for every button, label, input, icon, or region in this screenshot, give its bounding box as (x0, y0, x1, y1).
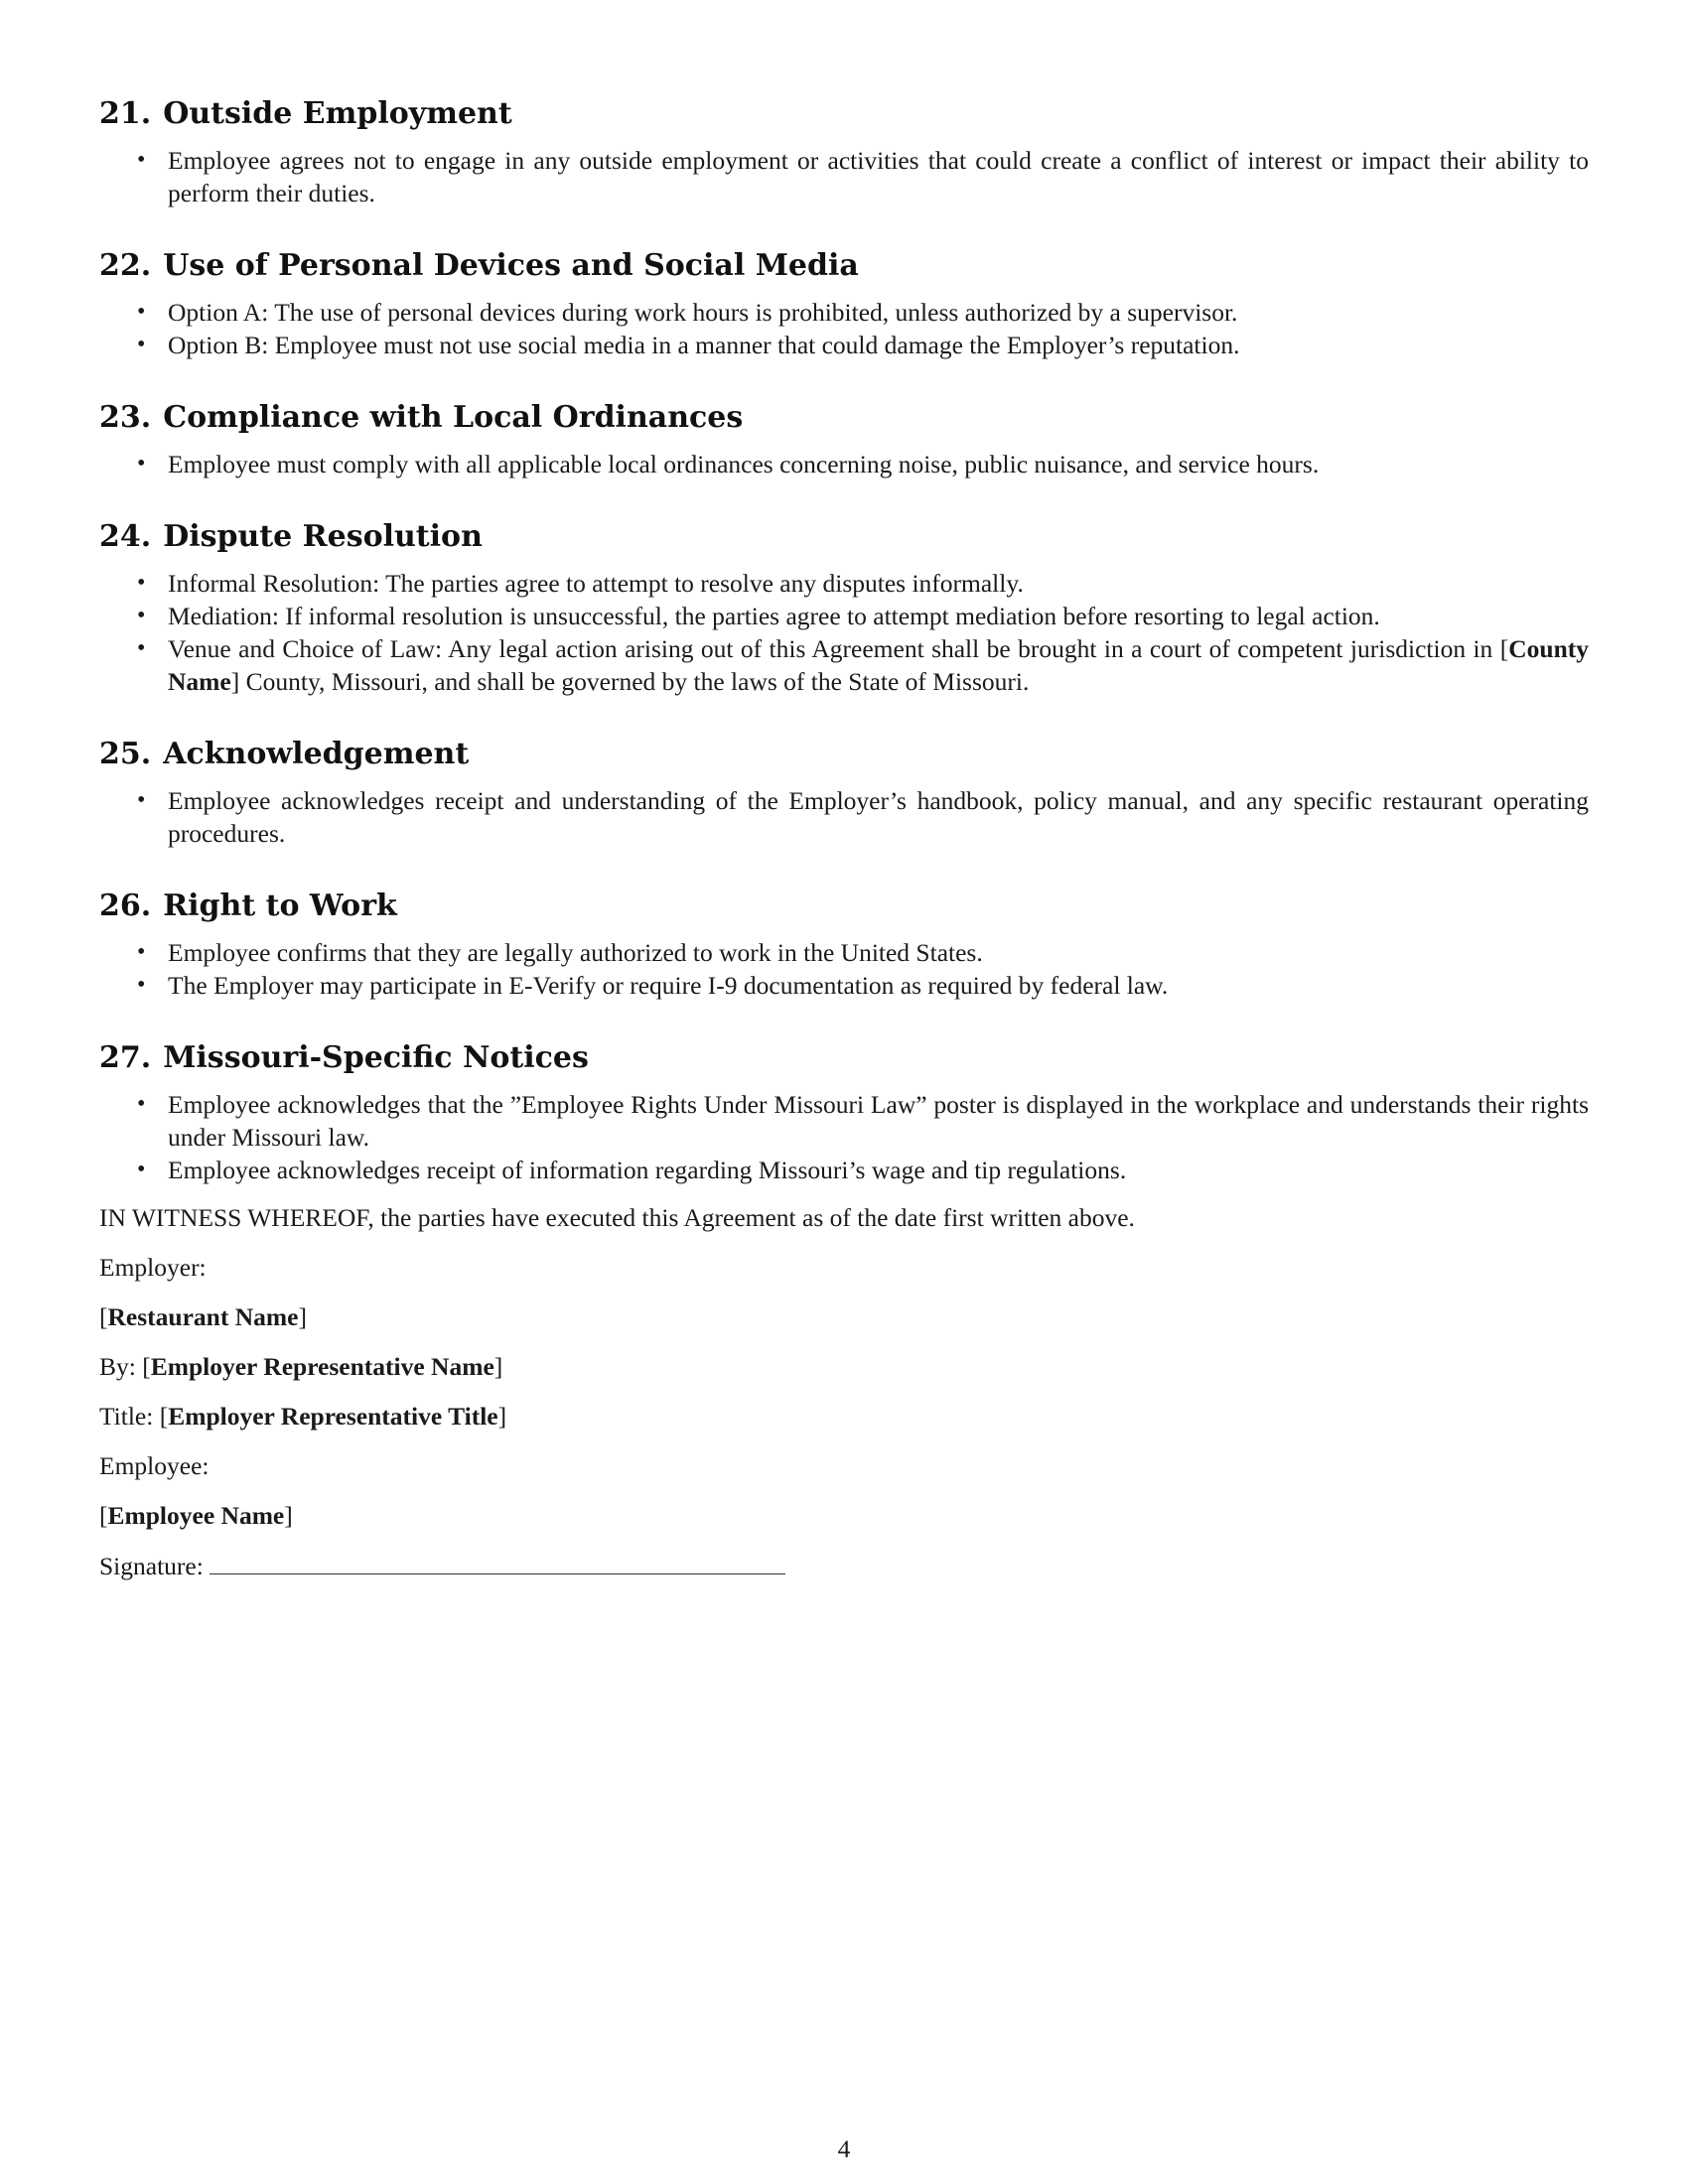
title-label: Title: (99, 1402, 154, 1431)
bullet-list (99, 936, 1589, 1002)
signature-row (99, 1549, 1589, 1582)
list-item: • Employee confirms that they are legally authorized to work in the United States. (99, 936, 1589, 969)
employer-title: Title: [Employer Representative Title] (99, 1402, 507, 1431)
section-number: 23. (99, 400, 152, 435)
list-item: • Employee must comply with all applicable local ordinances concerning noise, public nuisance, and service hours. (99, 448, 1589, 480)
section-title: Use of Personal Devices and Social Media (163, 248, 859, 283)
section-25 (99, 735, 1589, 850)
section-number: 24. (99, 519, 152, 554)
employer-name-value: Restaurant Name (107, 1302, 299, 1331)
witness-clause: IN WITNESS WHEREOF, the parties have executed this Agreement as of the date first written above. (99, 1203, 1135, 1232)
employer-representative: By: [Employer Representative Name] (99, 1352, 503, 1381)
section-27 (99, 1038, 1589, 1186)
section-number: 21. (99, 96, 152, 131)
employee-name: [Employee Name] (99, 1501, 293, 1530)
list-item: • Employee acknowledges receipt and understanding of the Employer’s handbook, policy manual, and any specific restaurant operating procedures. (99, 784, 1589, 850)
section-heading (99, 1038, 1589, 1078)
section-heading (99, 398, 1589, 438)
section-heading (99, 517, 1589, 557)
sections-container (99, 94, 1589, 1186)
list-item: • Informal Resolution: The parties agree to attempt to resolve any disputes informally. (99, 567, 1589, 600)
list-item: • Mediation: If informal resolution is unsuccessful, the parties agree to attempt mediation before resorting to legal action. (99, 600, 1589, 632)
section-number: 27. (99, 1040, 152, 1075)
list-item: • Option B: Employee must not use social media in a manner that could damage the Employer’s reputation. (99, 329, 1589, 361)
page-number: 4 (837, 2134, 851, 2163)
bullet-list (99, 784, 1589, 850)
section-number: 22. (99, 248, 152, 283)
section-number: 26. (99, 888, 152, 923)
bullet-list (99, 1088, 1589, 1186)
section-21 (99, 94, 1589, 209)
section-title: Compliance with Local Ordinances (163, 400, 744, 435)
list-item: • Employee acknowledges that the ”Employee Rights Under Missouri Law” poster is displayed in the workplace and understands their rights under Missouri law. (99, 1088, 1589, 1154)
list-item: • Employee acknowledges receipt of information regarding Missouri’s wage and tip regulations. (99, 1154, 1589, 1186)
bullet-list (99, 567, 1589, 698)
signature-line[interactable] (210, 1549, 785, 1574)
bullet-list (99, 144, 1589, 209)
section-title: Outside Employment (163, 96, 512, 131)
section-title: Right to Work (163, 888, 397, 923)
section-title: Missouri-Specific Notices (163, 1040, 589, 1075)
section-23 (99, 398, 1589, 480)
list-item (99, 632, 1589, 698)
section-title: Dispute Resolution (163, 519, 483, 554)
employee-label: Employee: (99, 1451, 210, 1480)
representative-title: Employer Representative Title (168, 1402, 498, 1431)
section-heading (99, 246, 1589, 286)
list-item: • The Employer may participate in E-Verify or require I-9 documentation as required by federal law. (99, 969, 1589, 1002)
bullet-list (99, 296, 1589, 361)
section-heading (99, 887, 1589, 926)
document-page (99, 94, 1589, 1599)
list-item-text: ] County, Missouri, and shall be governed by the laws of the State of Missouri. (230, 667, 1030, 696)
section-heading (99, 94, 1589, 134)
employer-label: Employer: (99, 1253, 207, 1282)
section-26 (99, 887, 1589, 1002)
section-title: Acknowledgement (163, 737, 470, 771)
county-name-placeholder: County Name (168, 634, 1589, 696)
section-24 (99, 517, 1589, 698)
employer-name: [Restaurant Name] (99, 1302, 307, 1331)
list-item: • Option A: The use of personal devices during work hours is prohibited, unless authorized by a supervisor. (99, 296, 1589, 329)
signature-label: Signature: (99, 1552, 204, 1580)
by-label: By: (99, 1352, 136, 1381)
list-item: • Employee agrees not to engage in any outside employment or activities that could create a conflict of interest or impact their ability to perform their duties. (99, 144, 1589, 209)
section-22 (99, 246, 1589, 361)
employee-name-value: Employee Name (107, 1501, 285, 1530)
section-heading (99, 735, 1589, 774)
section-number: 25. (99, 737, 152, 771)
bullet-list (99, 448, 1589, 480)
representative-name: Employer Representative Name (150, 1352, 494, 1381)
list-item-text: Venue and Choice of Law: Any legal action arising out of this Agreement shall be brought in a court of competent jurisdiction in [ (168, 634, 1509, 663)
